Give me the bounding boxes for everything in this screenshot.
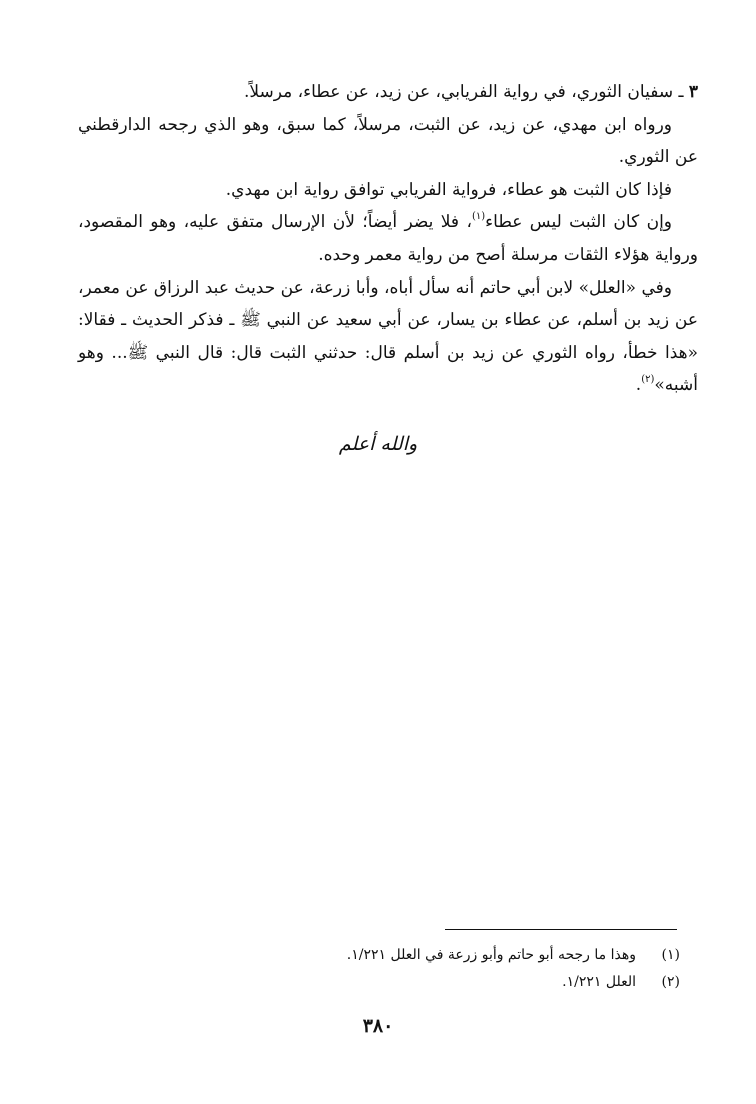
footnote-reference-1: (١): [471, 211, 486, 223]
paragraph-1-text: ـ سفيان الثوري، في رواية الفريابي، عن زيد، عن عطاء، مرسلاً.: [243, 82, 689, 102]
paragraph-5: [78, 272, 698, 402]
page-number: ٣٨٠: [362, 1015, 394, 1037]
paragraph-4-text-end: ، فلا يضر أيضاً؛ لأن الإرسال متفق عليه، وهو المقصود، ورواية هؤلاء الثقات مرسلة أصح من رواية معمر وحده.: [78, 212, 698, 265]
paragraph-4: [78, 206, 698, 271]
footnote-1: [78, 942, 680, 969]
footnote-1-number: (١): [661, 947, 680, 963]
footnotes: [78, 942, 680, 996]
paragraph-2: ورواه ابن مهدي، عن زيد، عن الثبت، مرسلاً، كما سبق، وهو الذي رجحه الدارقطني عن الثوري.: [78, 114, 698, 168]
paragraph-5-text-end: .: [635, 375, 642, 396]
footnote-1-text: وهذا ما رجحه أبو حاتم وأبو زرعة في العلل ١/٢٢١.: [346, 947, 636, 963]
paragraph-3: فإذا كان الثبت هو عطاء، فرواية الفريابي توافق رواية ابن مهدي.: [225, 179, 672, 200]
footnote-2-text: العلل ١/٢٢١.: [562, 974, 636, 990]
list-number: ٣: [688, 82, 698, 102]
paragraph-4-text-start: وإن كان الثبت ليس عطاء: [485, 212, 673, 233]
paragraph-1: [78, 76, 698, 109]
main-text: [78, 76, 698, 402]
footnote-divider: [445, 929, 677, 930]
footnote-2: [78, 969, 680, 996]
paragraph-5-text-start: وفي «العلل» لابن أبي حاتم أنه سأل أباه، وأبا زرعة، عن حديث عبد الرزاق عن معمر، عن زيد بن أسلم، عن عطاء بن يسار، عن أبي سعيد عن النبي ﷺ ـ فذكر الحديث ـ فقالا: «هذا خطأ، رواه الثوري عن زيد بن أسلم قال: حدثني الثبت قال: قال النبي ﷺ... وهو أشبه»: [78, 277, 698, 396]
closing-phrase: والله أعلم: [338, 433, 418, 455]
footnote-2-number: (٢): [661, 974, 680, 990]
footnote-reference-2: (٢): [641, 374, 655, 386]
